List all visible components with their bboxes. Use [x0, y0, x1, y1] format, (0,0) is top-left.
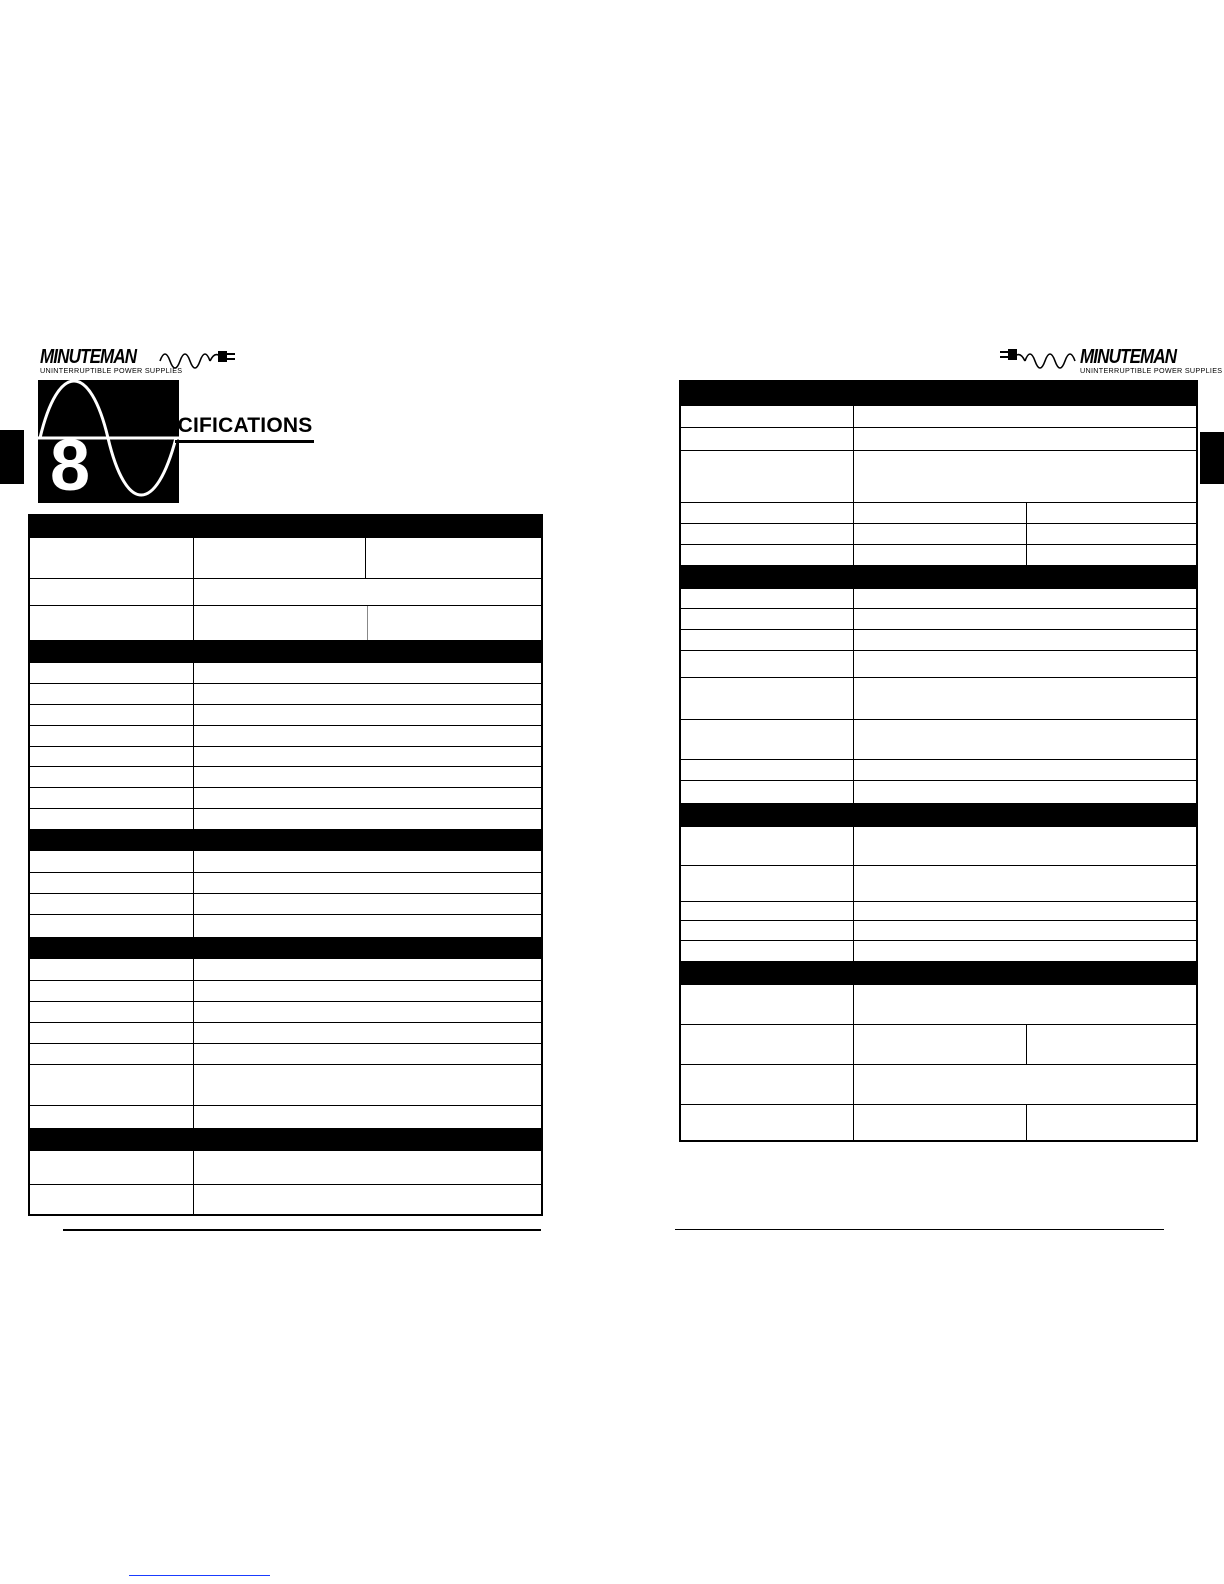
row-divider — [30, 766, 541, 767]
row-divider — [681, 780, 1196, 781]
row-divider — [681, 719, 1196, 720]
chapter-number: 8 — [50, 426, 91, 503]
row-divider — [681, 629, 1196, 630]
chapter-title-underline — [175, 440, 314, 443]
row-divider — [30, 578, 541, 579]
row-divider — [681, 865, 1196, 866]
section-header — [30, 640, 541, 663]
column-divider — [1026, 1104, 1027, 1142]
column-divider — [853, 589, 854, 803]
row-divider — [30, 1105, 541, 1106]
column-divider — [853, 406, 854, 565]
chapter-block — [38, 380, 179, 503]
row-divider — [681, 523, 1196, 524]
row-divider — [30, 605, 541, 606]
row-divider — [681, 759, 1196, 760]
row-divider — [681, 677, 1196, 678]
column-divider — [1026, 1024, 1027, 1064]
row-divider — [30, 872, 541, 873]
logo-brand-text: MINUTEMAN — [1080, 346, 1177, 368]
row-divider — [681, 608, 1196, 609]
row-divider — [681, 450, 1196, 451]
section-header — [681, 565, 1196, 589]
column-divider — [365, 538, 366, 578]
row-divider — [681, 1064, 1196, 1065]
row-divider — [30, 704, 541, 705]
row-divider — [30, 808, 541, 809]
section-header — [30, 937, 541, 959]
footer-rule-left — [63, 1229, 541, 1231]
row-divider — [30, 1064, 541, 1065]
section-header — [681, 961, 1196, 985]
row-divider — [681, 1024, 1196, 1025]
row-divider — [681, 502, 1196, 503]
section-header — [30, 1128, 541, 1151]
minuteman-logo-left — [40, 347, 240, 375]
row-divider — [30, 683, 541, 684]
row-divider — [30, 1022, 541, 1023]
spec-table-left — [28, 514, 543, 1216]
row-divider — [30, 787, 541, 788]
column-divider — [193, 851, 194, 937]
row-divider — [30, 746, 541, 747]
section-header — [30, 516, 541, 538]
section-header — [30, 829, 541, 851]
row-divider — [681, 544, 1196, 545]
plug-sine-wave-icon — [1000, 347, 1080, 371]
logo-tagline: UNINTERRUPTIBLE POWER SUPPLIES — [40, 366, 183, 375]
logo-brand-text: MINUTEMAN — [40, 346, 137, 368]
left-thumb-tab — [0, 430, 24, 484]
row-divider — [30, 1001, 541, 1002]
row-divider — [681, 650, 1196, 651]
row-divider — [30, 1184, 541, 1185]
row-divider — [681, 920, 1196, 921]
minuteman-logo-right — [1000, 346, 1223, 375]
column-divider — [193, 538, 194, 640]
row-divider — [30, 980, 541, 981]
footer-rule-right — [675, 1229, 1164, 1230]
row-divider — [30, 893, 541, 894]
row-divider — [681, 1104, 1196, 1105]
section-header — [681, 382, 1196, 406]
hyperlink-underline[interactable] — [129, 1575, 270, 1576]
row-divider — [681, 901, 1196, 902]
row-divider — [30, 725, 541, 726]
row-divider — [30, 1043, 541, 1044]
spec-table-right — [679, 380, 1198, 1142]
right-thumb-tab — [1200, 432, 1224, 484]
column-divider — [1026, 502, 1027, 565]
row-divider — [681, 427, 1196, 428]
logo-tagline: UNINTERRUPTIBLE POWER SUPPLIES — [1080, 366, 1223, 375]
sine-wave-plug-icon — [158, 347, 240, 371]
row-divider — [681, 940, 1196, 941]
chapter-title: SPECIFICATIONS — [135, 414, 313, 437]
row-divider — [30, 914, 541, 915]
section-header — [681, 803, 1196, 827]
column-divider — [367, 605, 368, 640]
